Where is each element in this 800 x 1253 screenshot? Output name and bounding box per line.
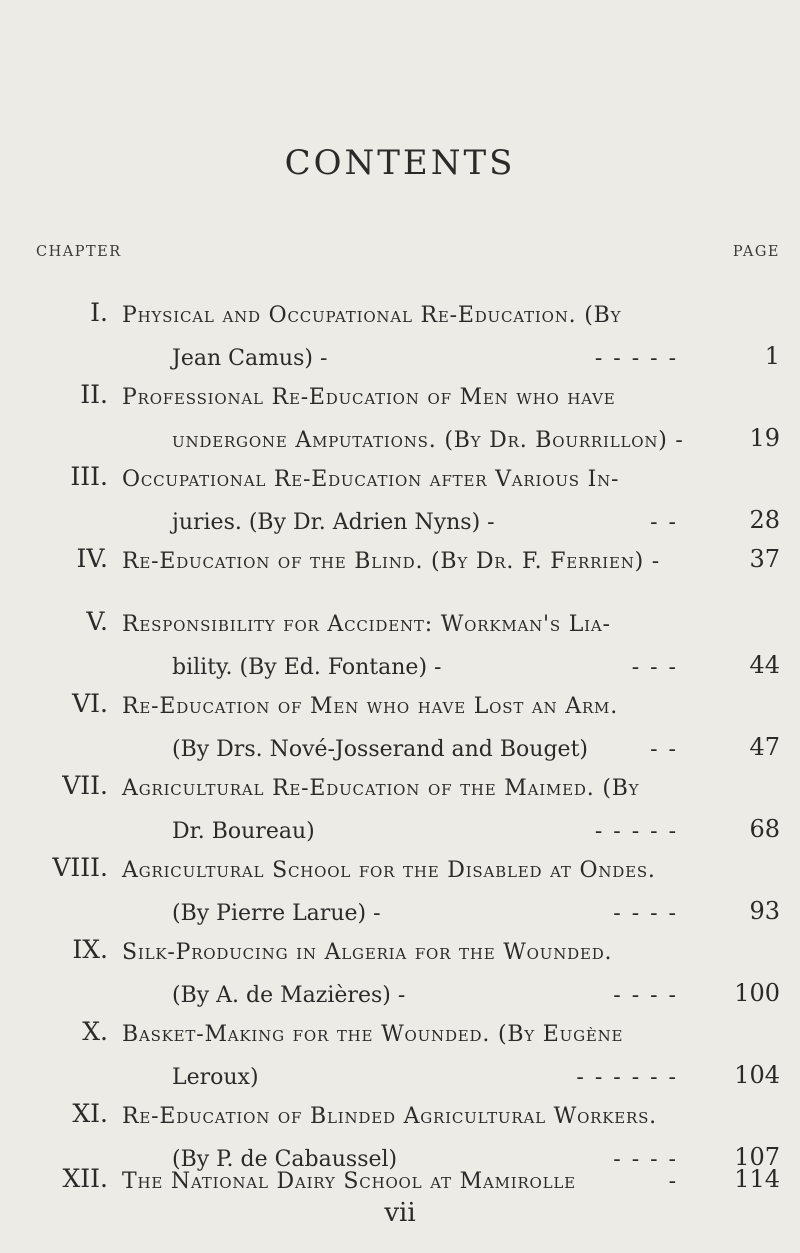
chapter-title-line-2: Leroux) — [172, 1065, 259, 1090]
chapter-title-line-1: Occupational Re-Education after Various In- — [122, 467, 620, 492]
chapter-number: IX. — [72, 935, 108, 964]
chapter-number: VIII. — [52, 853, 108, 882]
chapter-title-line-1: Agricultural School for the Disabled at Ondes. — [122, 858, 656, 883]
leader-dots: - - — [650, 737, 678, 762]
chapter-number: VII. — [62, 771, 108, 800]
chapter-column-label: CHAPTER — [36, 244, 122, 260]
chapter-title-line-2: (By P. de Cabaussel) — [172, 1147, 398, 1172]
folio-page-number: vii — [384, 1198, 416, 1228]
chapter-number: II. — [80, 380, 108, 409]
page-number: 19 — [749, 424, 780, 452]
leader-dots: - - - — [631, 655, 678, 680]
chapter-number: X. — [82, 1017, 108, 1046]
page-number: 28 — [749, 506, 780, 534]
chapter-title-line-1: Agricultural Re-Education of the Maimed. (By — [122, 776, 640, 801]
leader-dots: - - - - - — [594, 819, 678, 844]
page-title: CONTENTS — [284, 143, 516, 183]
page-number: 44 — [749, 651, 780, 679]
page-number: 68 — [749, 815, 780, 843]
chapter-title-line-2: (By Pierre Larue) - — [172, 901, 381, 926]
chapter-title-line-2: undergone Amputations. (By Dr. Bourrillon) - — [172, 428, 684, 453]
chapter-number: VI. — [72, 689, 108, 718]
chapter-number: XII. — [62, 1164, 108, 1193]
chapter-title-line-1: The National Dairy School at Mamirolle — [122, 1169, 576, 1194]
page-column-label: PAGE — [732, 244, 780, 260]
page-number: 37 — [749, 545, 780, 573]
chapter-title-line-2: Dr. Boureau) — [172, 819, 315, 844]
page-number: 107 — [734, 1143, 780, 1171]
chapter-title-line-1: Re-Education of Men who have Lost an Arm. — [122, 694, 618, 719]
chapter-number: XI. — [72, 1099, 108, 1128]
chapter-title-line-1: Re-Education of Blinded Agricultural Workers. — [122, 1104, 657, 1129]
chapter-title-line-1: Basket-Making for the Wounded. (By Eugène — [122, 1022, 624, 1047]
page-number: 100 — [734, 979, 780, 1007]
chapter-title-line-1: Physical and Occupational Re-Education. (By — [122, 303, 622, 328]
page-number: 47 — [749, 733, 780, 761]
chapter-number: IV. — [76, 544, 108, 573]
leader-dots: - - - - - — [594, 346, 678, 371]
chapter-title-line-1: Professional Re-Education of Men who have — [122, 385, 616, 410]
chapter-title-line-2: Jean Camus) - — [172, 346, 328, 371]
chapter-number: I. — [90, 298, 108, 327]
chapter-title-line-1: Re-Education of the Blind. (By Dr. F. Ferrien) - — [122, 549, 661, 574]
chapter-title-line-2: (By Drs. Nové-Josserand and Bouget) — [172, 737, 588, 762]
page-number: 1 — [764, 342, 780, 370]
chapter-number: III. — [70, 462, 108, 491]
leader-dots: - - - - - - — [576, 1065, 678, 1090]
chapter-title-line-2: bility. (By Ed. Fontane) - — [172, 655, 442, 680]
leader-dots: - - — [650, 510, 678, 535]
chapter-title-line-1: Silk-Producing in Algeria for the Wounded. — [122, 940, 613, 965]
chapter-number: V. — [86, 607, 108, 636]
chapter-title-line-2: juries. (By Dr. Adrien Nyns) - — [172, 510, 495, 535]
page-number: 104 — [734, 1061, 780, 1089]
leader-dots: - - - - — [613, 901, 678, 926]
page-number: 93 — [749, 897, 780, 925]
page-number: 114 — [734, 1165, 780, 1193]
leader-dots: - - - - — [613, 1147, 678, 1172]
leader-dots: - - - - — [613, 983, 678, 1008]
leader-dots: - — [668, 1169, 678, 1194]
chapter-title-line-1: Responsibility for Accident: Workman's Lia- — [122, 612, 611, 637]
chapter-title-line-2: (By A. de Mazières) - — [172, 983, 406, 1008]
